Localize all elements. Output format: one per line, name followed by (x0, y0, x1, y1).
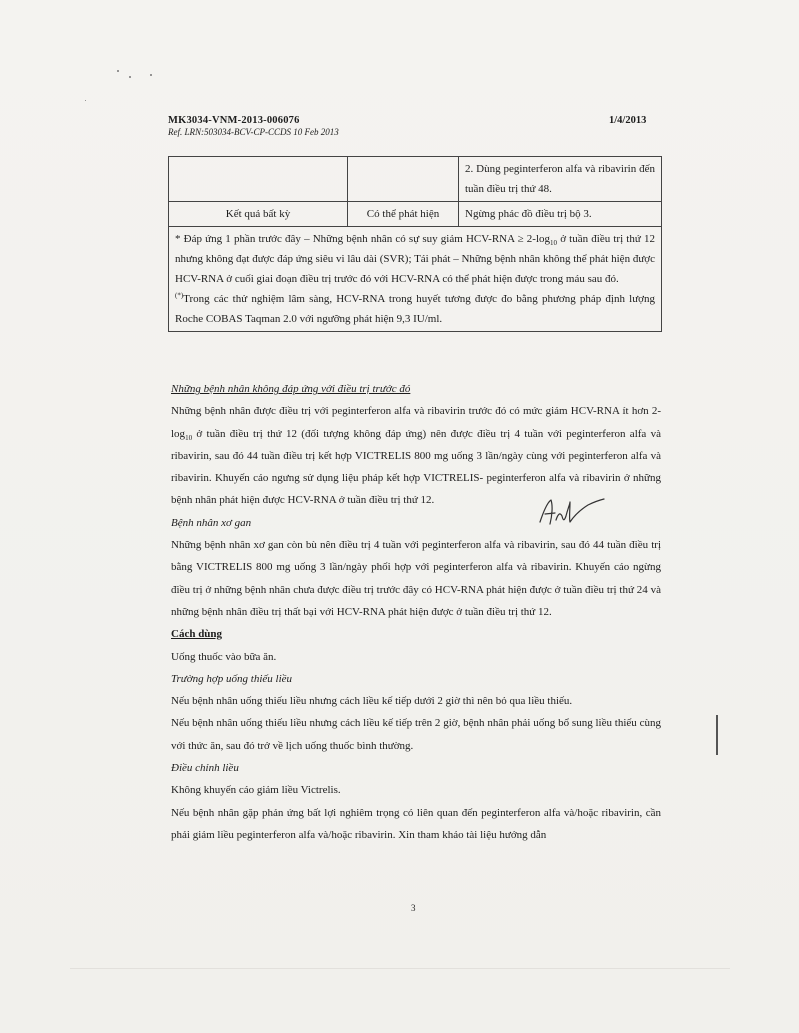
dosing-table (168, 156, 662, 332)
margin-mark (716, 715, 721, 755)
paragraph-missed-dose-2: Nếu bệnh nhân uống thiếu liều nhưng cách liều kế tiếp trên 2 giờ, bệnh nhân phải uống bổ sung liều thiếu cùng với thức ăn, sau đó trở về lịch uống thuốc bình thường. (171, 717, 661, 752)
document-date: 1/4/2013 (609, 115, 647, 126)
scan-speck (129, 76, 131, 78)
signature-icon (536, 496, 608, 530)
paragraph-nonresponders: Những bệnh nhân được điều trị với peginterferon alfa và ribavirin trước đó có mức giảm HCV-RNA ít hơn $2-\log_{10}$ ở tuần điều trị thứ 12 (đối tượng không đáp ứng) nên được điều trị 4 tuần với peginterferon alfa và ribavirin, sau đó 44 tuần điều trị kết hợp VICTRELIS 800 mg uống 3 lần/ngày cùng với peginterferon alfa và ribavirin. Khuyến cáo ngưng sử dụng liệu pháp kết hợp VICTRELIS- peginterferon alfa và ribavirin ở những bệnh nhân phát hiện được HCV-RNA ở tuần điều trị thứ 12. (171, 405, 661, 507)
footnote-response: * Đáp ứng 1 phần trước đây – Những bệnh nhân có sự suy giảm $HCV-RNA \ge 2-\log_{10}$ ở tuần điều trị thứ 12 nhưng không đạt được đáp ứng siêu vi lâu dài (SVR); Tái phát – Những bệnh nhân không thể phát hiện được HCV-RNA ở cuối giai đoạn điều trị trước đó với HCV-RNA có thể phát hiện được trong máu sau đó. (175, 233, 655, 285)
section-heading-missed-dose: Trường hợp uống thiếu liều (171, 672, 293, 685)
document-header (168, 115, 339, 137)
scan-speck (117, 70, 119, 72)
paragraph-cirrhosis: Những bệnh nhân xơ gan còn bù nên điều trị 4 tuần với peginterferon alfa và ribavirin, sau đó 44 tuần điều trị bằng VICTRELIS 800 mg uống 3 lần/ngày phối hợp với peginterferon alfa và ribavirin. Khuyến cáo ngừng điều trị ở những bệnh nhân chưa được điều trị trước đây có HCV-RNA phát hiện được ở tuần điều trị thứ 24 và những bệnh nhân điều trị thất bại với HCV-RNA phát hiện được ở tuần điều trị thứ 12. (171, 539, 661, 618)
paragraph-dose-adjustment-1: Không khuyến cáo giảm liều Victrelis. (171, 784, 341, 797)
table-row (169, 202, 662, 227)
footnote-assay: (*)Trong các thử nghiệm lâm sàng, HCV-RNA trong huyết tương được đo bằng phương pháp định lượng Roche COBAS Taqman 2.0 với ngưỡng phát hiện 9,3 IU/ml. (175, 291, 655, 325)
table-notes-row (169, 227, 662, 332)
page-divider (70, 968, 730, 969)
table-cell: 2. Dùng peginterferon alfa và ribavirin đến tuần điều trị thứ 48. (459, 157, 662, 202)
paragraph-missed-dose-1: Nếu bệnh nhân uống thiếu liều nhưng cách liều kế tiếp dưới 2 giờ thì nên bỏ qua liều thiếu. (171, 695, 573, 708)
section-heading-cirrhosis: Bệnh nhân xơ gan (171, 516, 252, 529)
scan-speck (150, 74, 152, 76)
document-body (171, 378, 661, 846)
page-number: 3 (411, 903, 416, 913)
table-cell (169, 157, 348, 202)
section-heading-dose-adjustment: Điều chỉnh liều (171, 762, 239, 775)
section-heading-nonresponders: Những bệnh nhân không đáp ứng với điều trị trước đó (171, 383, 411, 395)
table-row (169, 157, 662, 202)
table-cell: Có thể phát hiện (348, 202, 459, 227)
paragraph-dose-adjustment-2: Nếu bệnh nhân gặp phản ứng bất lợi nghiêm trọng có liên quan đến peginterferon alfa và/hoặc ribavirin, cần phải giảm liều peginterferon alfa và/hoặc ribavirin. Xin tham khảo tài liệu hướng dẫn (171, 806, 661, 841)
table-cell: Kết quả bất kỳ (169, 202, 348, 227)
table-cell (348, 157, 459, 202)
table-cell: Ngừng phác đồ điều trị bộ 3. (459, 202, 662, 227)
paragraph-usage: Uống thuốc vào bữa ăn. (171, 650, 277, 663)
section-heading-usage: Cách dùng (171, 628, 223, 641)
table-footnotes (169, 227, 662, 332)
document-reference: Ref. LRN:503034-BCV-CP-CCDS 10 Feb 2013 (168, 127, 339, 137)
document-id: MK3034-VNM-2013-006076 (168, 115, 300, 126)
scan-speck (85, 100, 86, 101)
